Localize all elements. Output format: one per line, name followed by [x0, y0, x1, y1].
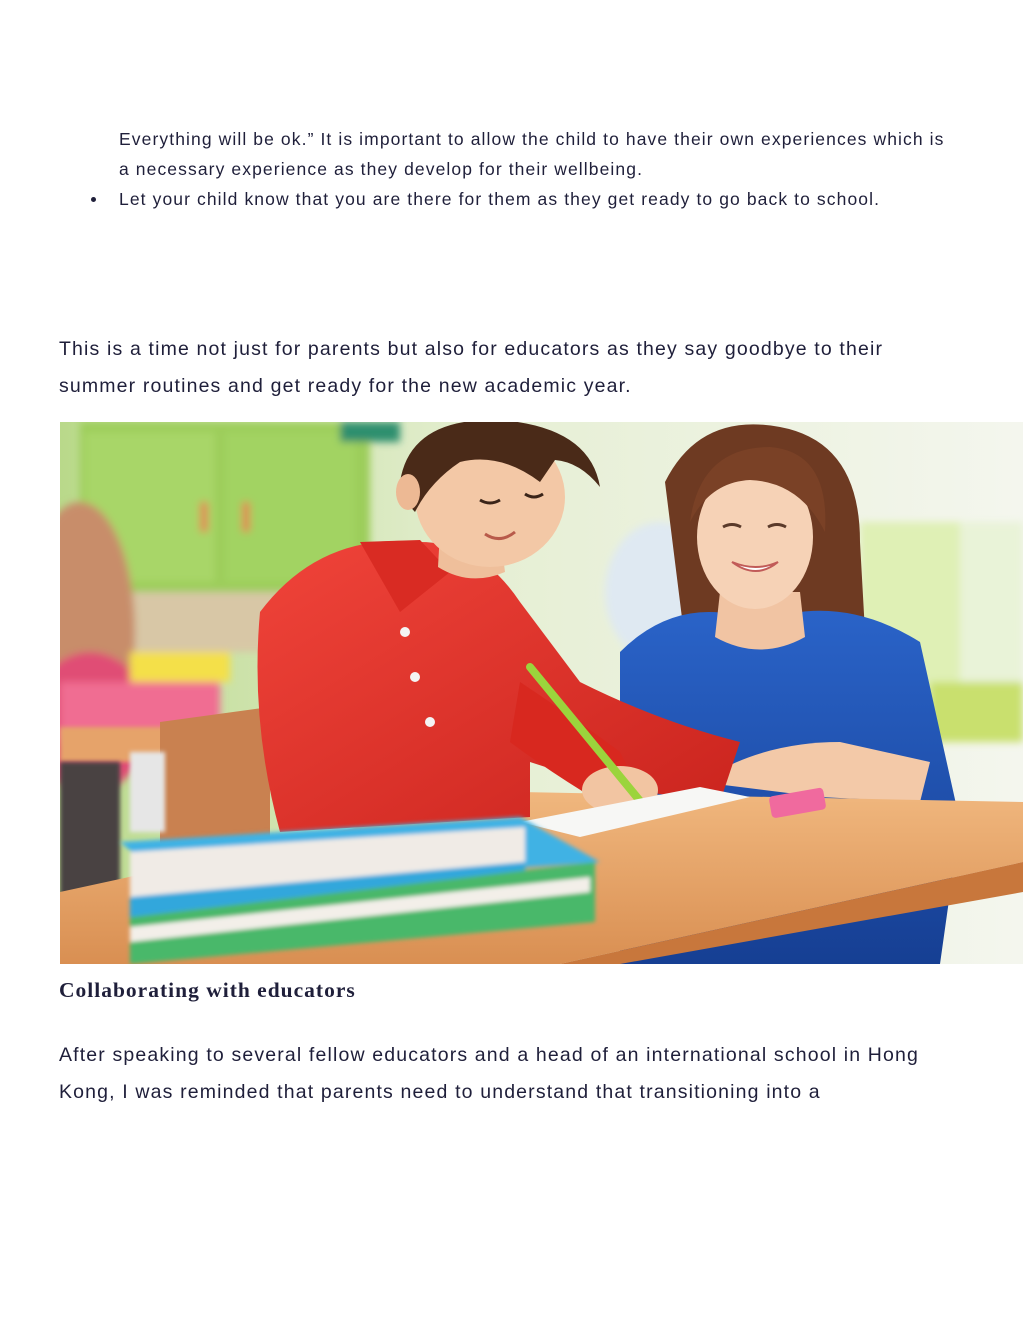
paragraph: After speaking to several fellow educators and a head of an international school in Hong Kong, I was reminded that parents need to understand that transitioning into a [59, 1044, 920, 1103]
paragraph: This is a time not just for parents but also for educators as they say goodbye to their summer routines and get ready for the new academic year. [59, 338, 884, 397]
classroom-photo [60, 422, 1023, 964]
bullet-list [119, 124, 949, 214]
section-heading: Collaborating with educators [59, 978, 356, 1002]
list-item-continued: Everything will be ok.” It is important to allow the child to have their own experiences which is a necessary experience as they develop for their wellbeing. [119, 129, 945, 179]
list-item: Let your child know that you are there for them as they get ready to go back to school. [119, 184, 949, 214]
